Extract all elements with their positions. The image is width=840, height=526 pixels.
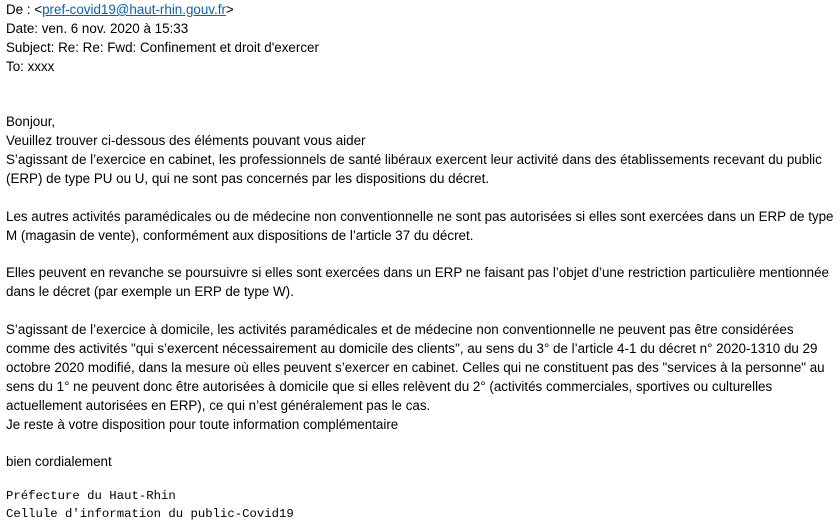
subject-line: Subject: Re: Re: Fwd: Confinement et droit d'exercer [6, 40, 319, 55]
signature-block [6, 487, 832, 523]
paragraph-3 [6, 263, 832, 301]
paragraph-2 [6, 207, 832, 245]
message-body [6, 112, 832, 188]
para2-line1: Les autres activités paramédicales ou de médecine non conventionnelle ne sont pas autorisées si elles sont exercées dans un ERP de type [6, 209, 834, 224]
para4-line1: S’agissant de l’exercice à domicile, les activités paramédicales et de médecine non conventionnelle ne peuvent pas être considérées [6, 322, 794, 337]
to-line: To: xxxx [6, 59, 55, 74]
signature-line-2: Cellule d'information du public-Covid19 [6, 507, 294, 521]
para4-line3: octobre 2020 modifié, dans la mesure où elles peuvent s’exercer en cabinet. Celles qui ne constituent pas des "services à la personne" au [6, 360, 825, 375]
paragraph-4 [6, 320, 832, 434]
from-bracket-open: < [34, 2, 43, 17]
para4-line5: actuellement autorisées en ERP), ce qui n’est généralement pas le cas. [6, 398, 431, 413]
from-line [6, 0, 834, 19]
from-label: De : [6, 2, 35, 17]
para1-line1: S’agissant de l’exercice en cabinet, les professionnels de santé libéraux exercent leur activité dans des établissements recevant du public [6, 152, 822, 167]
para4-line2: comme des activités "qui s’exercent nécessairement au domicile des clients", au sens du 3° de l’article 4-1 du décret n° 2020-1310 du 29 [6, 341, 818, 356]
closing-offer: Je reste à votre disposition pour toute information complémentaire [6, 417, 399, 432]
signoff: bien cordialement [6, 454, 112, 469]
signoff-block [6, 452, 832, 471]
para3-line2: dans le décret (par exemple un ERP de type W). [6, 284, 294, 299]
para3-line1: Elles peuvent en revanche se poursuivre si elles sont exercées dans un ERP ne faisant pas l’objet d’une restriction particulière mentionnée [6, 265, 830, 280]
para2-line2: M (magasin de vente), conformément aux dispositions de l’article 37 du décret. [6, 228, 474, 243]
para1-line2: (ERP) de type PU ou U, qui ne sont pas concernés par les dispositions du décret. [6, 171, 490, 186]
sender-email-link[interactable]: pref-covid19@haut-rhin.gouv.fr [42, 2, 226, 17]
email-message [6, 0, 834, 76]
intro-text: Veuillez trouver ci-dessous des éléments pouvant vous aider [6, 133, 366, 148]
date-line: Date: ven. 6 nov. 2020 à 15:33 [6, 21, 189, 36]
from-bracket-close: > [225, 2, 234, 17]
para4-line4: sens du 1° ne peuvent donc être autorisées à domicile que si elles relèvent du 2° (activités commerciales, sportives ou culturelles [6, 379, 773, 394]
signature-line-1: Préfecture du Haut-Rhin [6, 489, 176, 503]
greeting: Bonjour, [6, 114, 56, 129]
